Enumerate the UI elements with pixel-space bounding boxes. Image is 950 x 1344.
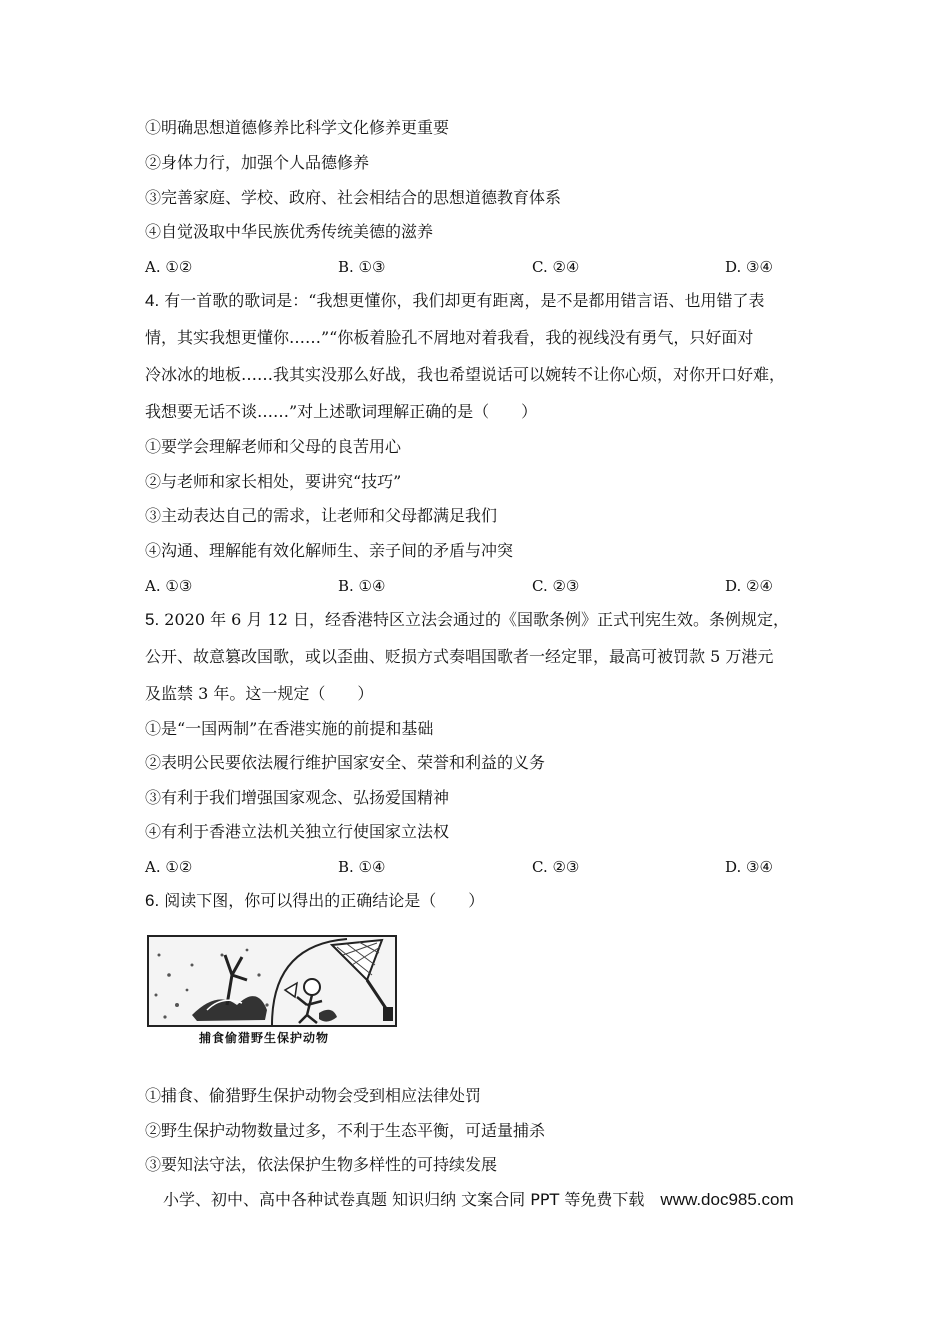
statement-1: ①明确思想道德修养比科学文化修养更重要 xyxy=(145,118,450,137)
statement-1: ①捕食、偷猎野生保护动物会受到相应法律处罚 xyxy=(145,1086,482,1105)
statement-4: ④有利于香港立法机关独立行使国家立法权 xyxy=(145,822,450,841)
figure-caption: 捕食偷猎野生保护动物 xyxy=(199,1031,330,1045)
question-number: 4. xyxy=(145,291,160,310)
question-5-line-1 xyxy=(145,610,789,630)
statement-2: ②与老师和家长相处，要讲究“技巧” xyxy=(145,472,402,491)
option-d: D. ②④ xyxy=(725,577,773,595)
question-6-line-1 xyxy=(145,891,484,911)
option-c: C. ②③ xyxy=(532,577,580,595)
statement-3: ③主动表达自己的需求，让老师和父母都满足我们 xyxy=(145,506,498,525)
option-d: D. ③④ xyxy=(725,258,773,276)
option-c: C. ②④ xyxy=(532,258,580,276)
question-text: 有一首歌的歌词是：“我想更懂你，我们却更有距离，是不是都用错言语、也用错了表 xyxy=(164,291,765,310)
option-a: A. ①② xyxy=(145,258,193,276)
page-footer xyxy=(163,1190,794,1210)
option-b: B. ①③ xyxy=(338,258,386,276)
question-5-line-3: 及监禁 3 年。这一规定（ ） xyxy=(145,684,374,703)
question-text: 阅读下图，你可以得出的正确结论是（ ） xyxy=(164,891,485,910)
statement-2: ②野生保护动物数量过多，不利于生态平衡，可适量捕杀 xyxy=(145,1121,546,1140)
statement-3: ③完善家庭、学校、政府、社会相结合的思想道德教育体系 xyxy=(145,188,562,207)
option-a: A. ①② xyxy=(145,858,193,876)
statement-1: ①是“一国两制”在香港实施的前提和基础 xyxy=(145,719,434,738)
footer-url[interactable]: www.doc985.com xyxy=(660,1190,794,1209)
question-text: 2020 年 6 月 12 日，经香港特区立法会通过的《国歌条例》正式刊宪生效。条例规定， xyxy=(164,610,789,629)
option-d: D. ③④ xyxy=(725,858,773,876)
statement-1: ①要学会理解老师和父母的良苦用心 xyxy=(145,437,402,456)
question-number: 5. xyxy=(145,610,160,629)
option-b: B. ①④ xyxy=(338,577,386,595)
question-5-line-2: 公开、故意篡改国歌，或以歪曲、贬损方式奏唱国歌者一经定罪，最高可被罚款 5 万港元 xyxy=(145,647,774,666)
statement-2: ②身体力行，加强个人品德修养 xyxy=(145,153,370,172)
question-4-line-3: 冷冰冰的地板……我其实没那么好战，我也希望说话可以婉转不让你心烦，对你开口好难， xyxy=(145,365,786,384)
statement-3: ③要知法守法，依法保护生物多样性的可持续发展 xyxy=(145,1155,498,1174)
footer-text: 小学、初中、高中各种试卷真题 知识归纳 文案合同 PPT 等免费下载 xyxy=(163,1190,661,1209)
statement-2: ②表明公民要依法履行维护国家安全、荣誉和利益的义务 xyxy=(145,753,546,772)
question-4-line-1 xyxy=(145,291,764,311)
statement-4: ④自觉汲取中华民族优秀传统美德的滋养 xyxy=(145,222,434,241)
option-a: A. ①③ xyxy=(145,577,193,595)
question-4-line-2: 情，其实我想更懂你……”“你板着脸孔不屑地对着我看，我的视线没有勇气，只好面对 xyxy=(145,328,754,347)
option-c: C. ②③ xyxy=(532,858,580,876)
statement-3: ③有利于我们增强国家观念、弘扬爱国精神 xyxy=(145,788,450,807)
question-number: 6. xyxy=(145,891,160,910)
option-b: B. ①④ xyxy=(338,858,386,876)
cartoon-figure xyxy=(147,935,397,1047)
statement-4: ④沟通、理解能有效化解师生、亲子间的矛盾与冲突 xyxy=(145,541,514,560)
question-4-line-4: 我想要无话不谈……”对上述歌词理解正确的是（ ） xyxy=(145,402,538,421)
